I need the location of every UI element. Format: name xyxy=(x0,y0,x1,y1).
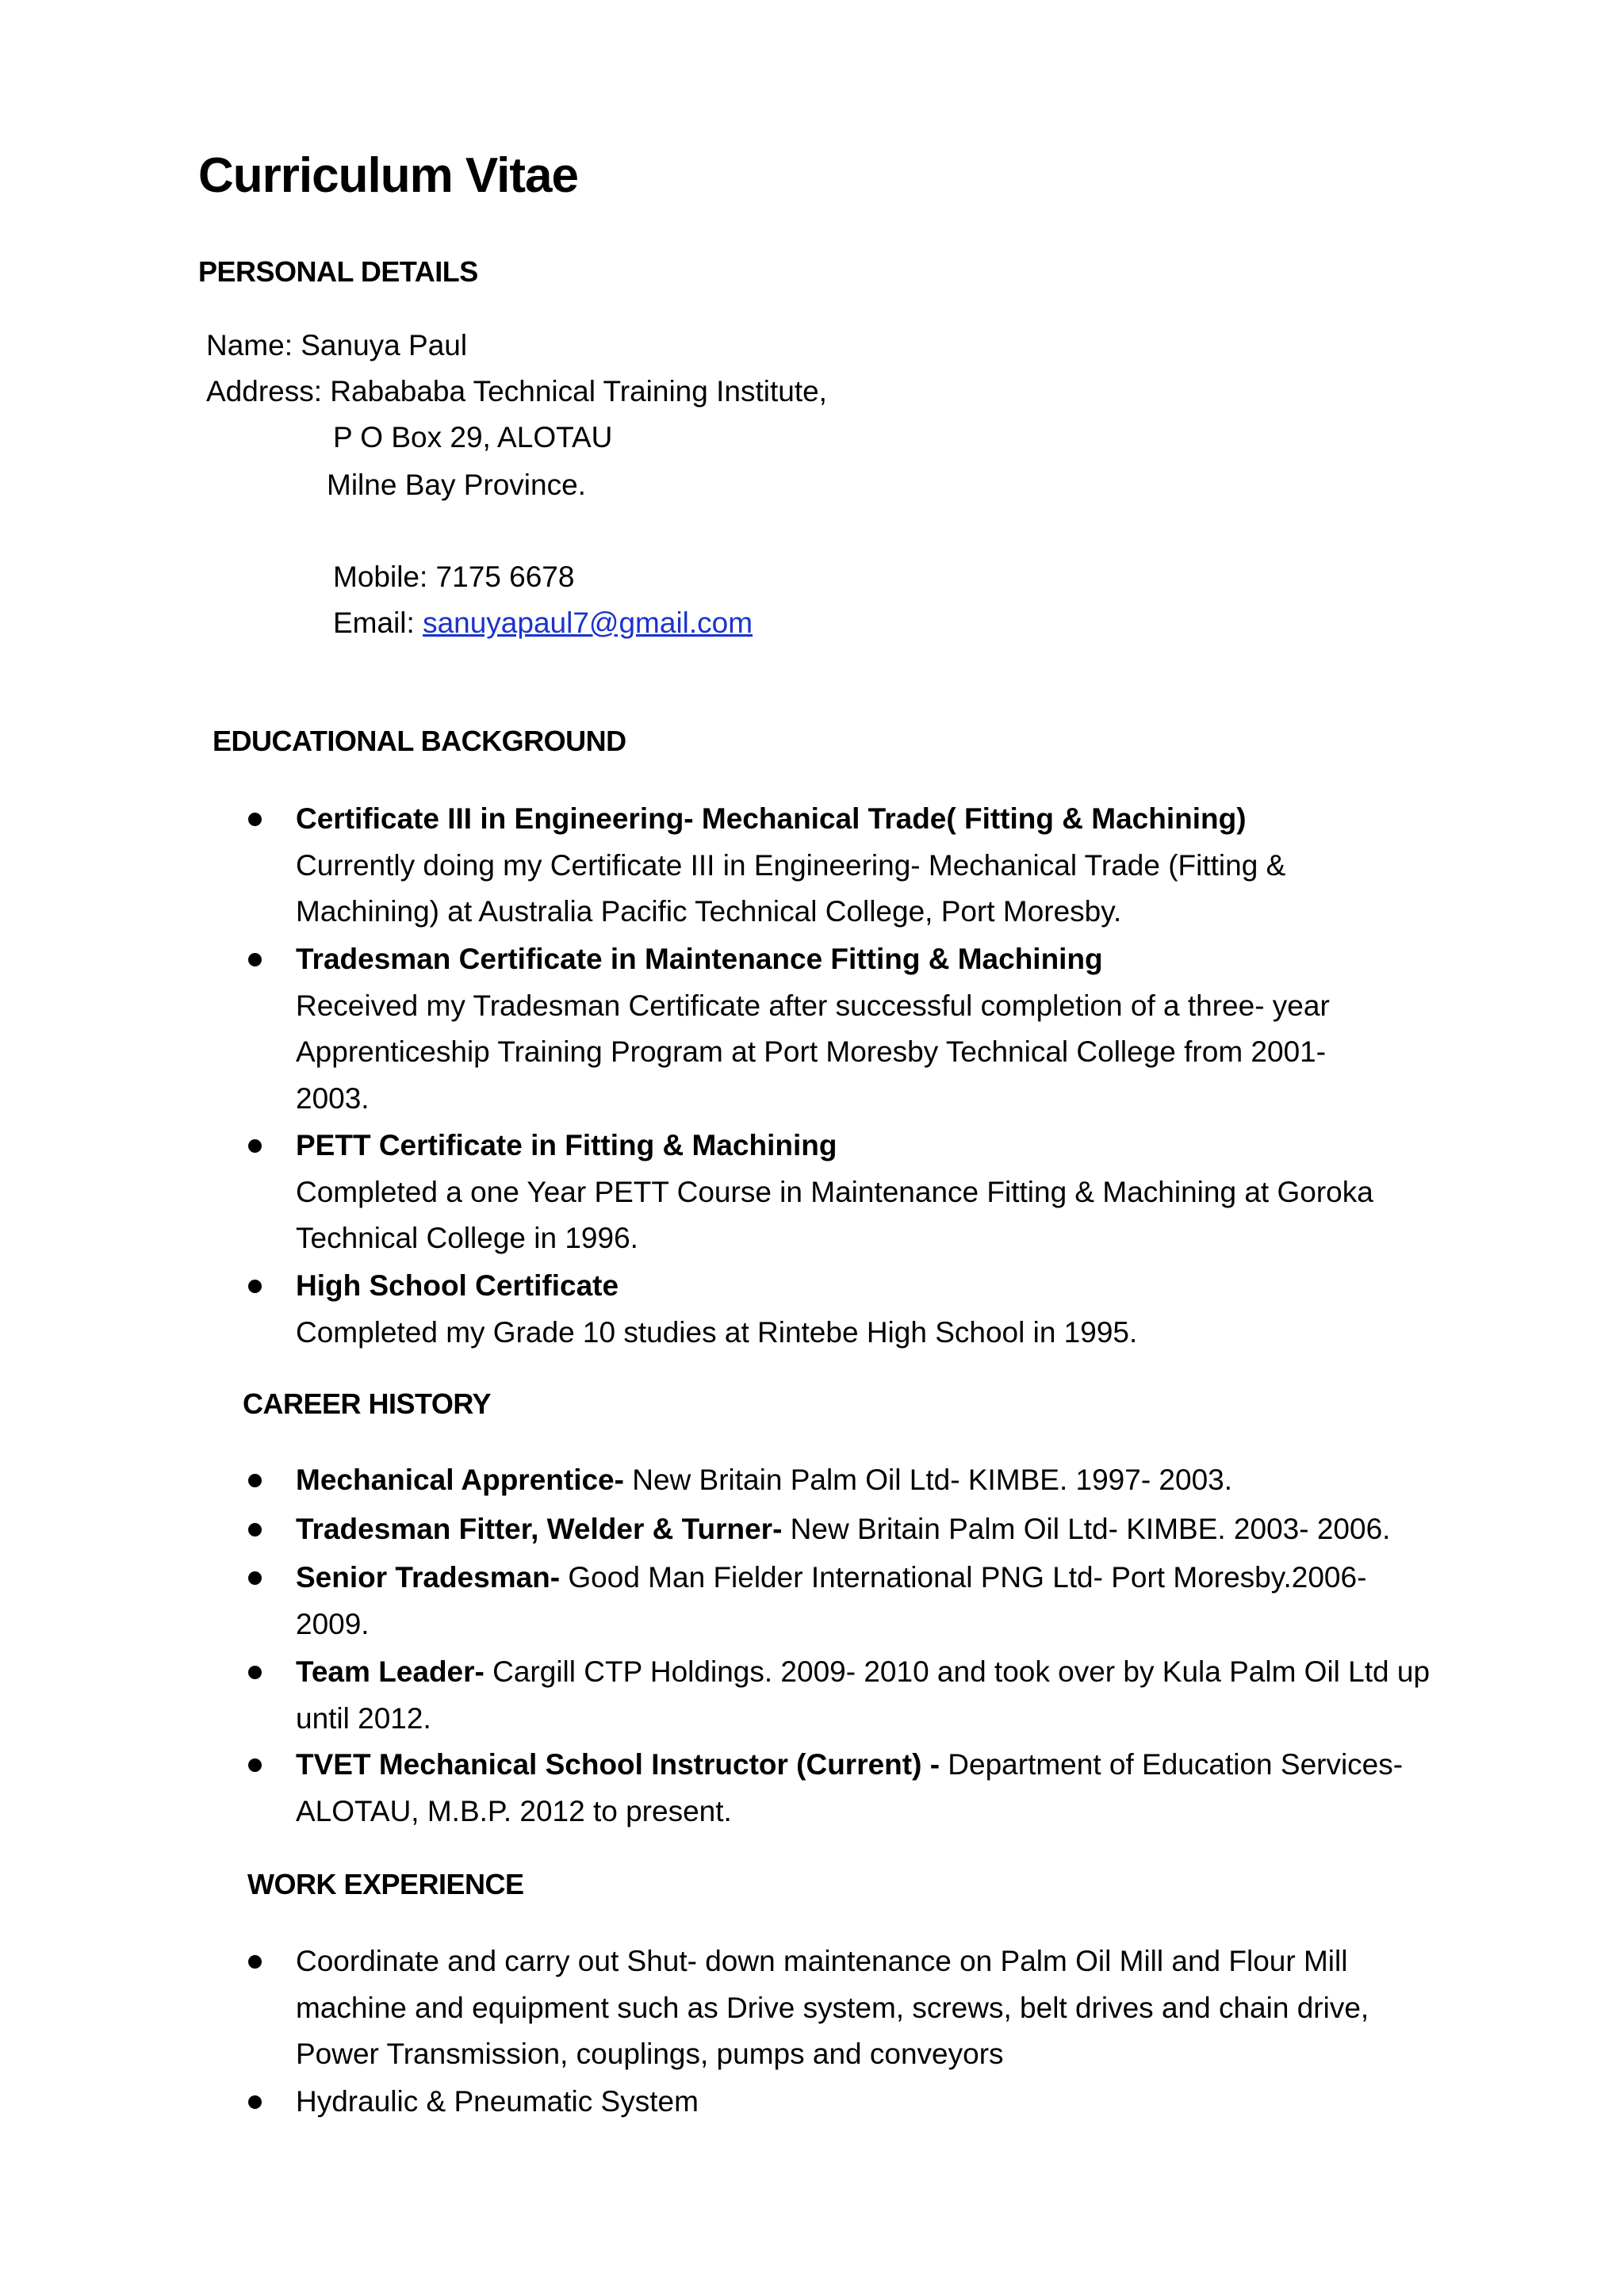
education-item xyxy=(296,936,1446,1122)
career-detail: Good Man Fielder International PNG Ltd- Port Moresby.2006- xyxy=(560,1561,1367,1594)
bullet-icon xyxy=(248,1280,262,1293)
personal-email-label: Email: xyxy=(333,607,423,639)
bullet-icon xyxy=(248,1139,262,1153)
career-role: Senior Tradesman- xyxy=(296,1561,561,1594)
career-item xyxy=(296,1555,1446,1647)
bullet-icon xyxy=(248,1523,262,1536)
personal-email-row xyxy=(333,606,753,641)
career-role: TVET Mechanical School Instructor (Current) - xyxy=(296,1748,940,1781)
education-item xyxy=(296,796,1446,936)
career-detail: New Britain Palm Oil Ltd- KIMBE. 1997- 2003. xyxy=(623,1464,1233,1496)
personal-address-line3: Milne Bay Province. xyxy=(327,469,586,501)
career-role: Mechanical Apprentice- xyxy=(296,1464,624,1496)
work-item-text: machine and equipment such as Drive system, screws, belt drives and chain drive, xyxy=(296,1991,1369,2024)
work-item-text: Hydraulic & Pneumatic System xyxy=(296,2085,699,2118)
bullet-icon xyxy=(248,2095,262,2109)
education-item-title: Tradesman Certificate in Maintenance Fitting & Machining xyxy=(296,943,1103,975)
personal-address-line1: Address: Rabababa Technical Training Institute, xyxy=(206,375,827,408)
career-role: Team Leader- xyxy=(296,1655,485,1688)
work-item-text: Coordinate and carry out Shut- down maintenance on Palm Oil Mill and Flour Mill xyxy=(296,1945,1348,1977)
bullet-icon xyxy=(248,953,262,966)
career-role: Tradesman Fitter, Welder & Turner- xyxy=(296,1513,783,1545)
education-item-title: PETT Certificate in Fitting & Machining xyxy=(296,1129,837,1161)
work-heading: WORK EXPERIENCE xyxy=(247,1868,524,1900)
education-item-text: Apprenticeship Training Program at Port Moresby Technical College from 2001- xyxy=(296,1035,1327,1068)
career-item xyxy=(296,1742,1446,1835)
bullet-icon xyxy=(248,1758,262,1772)
education-item-title: High School Certificate xyxy=(296,1269,619,1302)
education-item-text: Completed my Grade 10 studies at Rintebe High School in 1995. xyxy=(296,1315,1138,1349)
career-item xyxy=(296,1506,1446,1553)
education-item-text: Machining) at Australia Pacific Technical College, Port Moresby. xyxy=(296,895,1122,928)
bullet-icon xyxy=(248,813,262,826)
work-item xyxy=(296,1938,1446,2078)
career-item xyxy=(296,1457,1446,1504)
document-title: Curriculum Vitae xyxy=(198,148,579,203)
education-item-title: Certificate III in Engineering- Mechanical Trade( Fitting & Machining) xyxy=(296,802,1247,835)
career-detail: until 2012. xyxy=(296,1701,431,1735)
education-item-text: Received my Tradesman Certificate after successful completion of a three- year xyxy=(296,989,1330,1022)
education-item-text: Completed a one Year PETT Course in Maintenance Fitting & Machining at Goroka xyxy=(296,1175,1373,1208)
bullet-icon xyxy=(248,1571,262,1585)
personal-details-heading: PERSONAL DETAILS xyxy=(198,255,478,288)
education-item-text: 2003. xyxy=(296,1081,370,1115)
personal-address-line2: P O Box 29, ALOTAU xyxy=(333,421,613,453)
education-item xyxy=(296,1123,1446,1262)
career-detail: 2009. xyxy=(296,1607,370,1640)
career-heading: CAREER HISTORY xyxy=(243,1387,492,1420)
personal-name: Name: Sanuya Paul xyxy=(206,329,468,362)
personal-mobile: Mobile: 7175 6678 xyxy=(333,561,575,593)
education-item-text: Technical College in 1996. xyxy=(296,1222,638,1254)
bullet-icon xyxy=(248,1474,262,1487)
email-link[interactable]: sanuyapaul7@gmail.com xyxy=(423,607,753,639)
career-detail: Department of Education Services- xyxy=(940,1748,1404,1781)
career-detail: New Britain Palm Oil Ltd- KIMBE. 2003- 2006. xyxy=(782,1513,1391,1545)
career-item xyxy=(296,1649,1446,1742)
career-detail: ALOTAU, M.B.P. 2012 to present. xyxy=(296,1794,732,1827)
education-item xyxy=(296,1263,1446,1356)
education-heading: EDUCATIONAL BACKGROUND xyxy=(213,725,626,757)
bullet-icon xyxy=(248,1955,262,1969)
education-item-text: Currently doing my Certificate III in Engineering- Mechanical Trade (Fitting & xyxy=(296,848,1286,882)
bullet-icon xyxy=(248,1666,262,1679)
work-item xyxy=(296,2079,1446,2126)
career-detail: Cargill CTP Holdings. 2009- 2010 and took over by Kula Palm Oil Ltd up xyxy=(484,1655,1431,1688)
work-item-text: Power Transmission, couplings, pumps and conveyors xyxy=(296,2038,1004,2070)
